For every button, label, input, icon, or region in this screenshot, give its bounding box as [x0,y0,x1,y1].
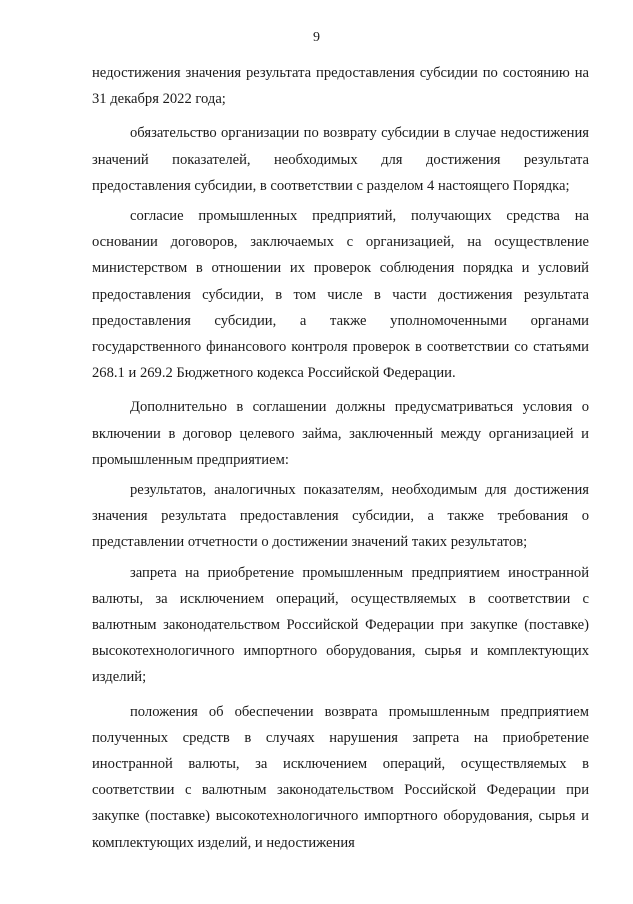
paragraph-consent: согласие промышленных предприятий, получающих средства на основании договоров, заключаемых с организацией, на осуществление министерством в отношении их проверок соблюдения порядка и условий предоставления субсидии, в том числе в части достижения результата предоставления субсидии, а также уполномоченными органами государственного финансового контроля проверок в соответствии со статьями 268.1 и 269.2 Бюджетного кодекса Российской Федерации. [92,208,589,382]
paragraph-refund-obligation: обязательство организации по возврату субсидии в случае недостижения значений показателей, необходимых для достижения результата предоставления субсидии, в соответствии с разделом 4 настоящего Порядка; [92,125,589,194]
paragraph-additional-conditions: Дополнительно в соглашении должны предусматриваться условия о включении в договор целевого займа, заключенный между организацией и промышленным предприятием: [92,399,589,468]
document-body [92,60,589,856]
paragraph-results: результатов, аналогичных показателям, необходимым для достижения значения результата предоставления субсидии, а также требования о представлении отчетности о достижении значений таких результатов; [92,482,589,551]
paragraph-currency-ban: запрета на приобретение промышленным предприятием иностранной валюты, за исключением операций, осуществляемых в соответствии с валютным законодательством Российской Федерации при закупке (поставке) высокотехнологичного импортного оборудования, сырья и комплектующих изделий; [92,564,589,686]
page-number: 9 [313,30,320,45]
paragraph-continuation: недостижения значения результата предоставления субсидии по состоянию на 31 декабря 2022 года; [92,65,589,108]
paragraph-repayment: положения об обеспечении возврата промышленным предприятием полученных средств в случаях нарушения запрета на приобретение иностранной валюты, за исключением операций, осуществляемых в соответствии с валютным законодательством Российской Федерации при закупке (поставке) высокотехнологичного импортного оборудования, сырья и комплектующих изделий, и недостижения [92,703,589,851]
